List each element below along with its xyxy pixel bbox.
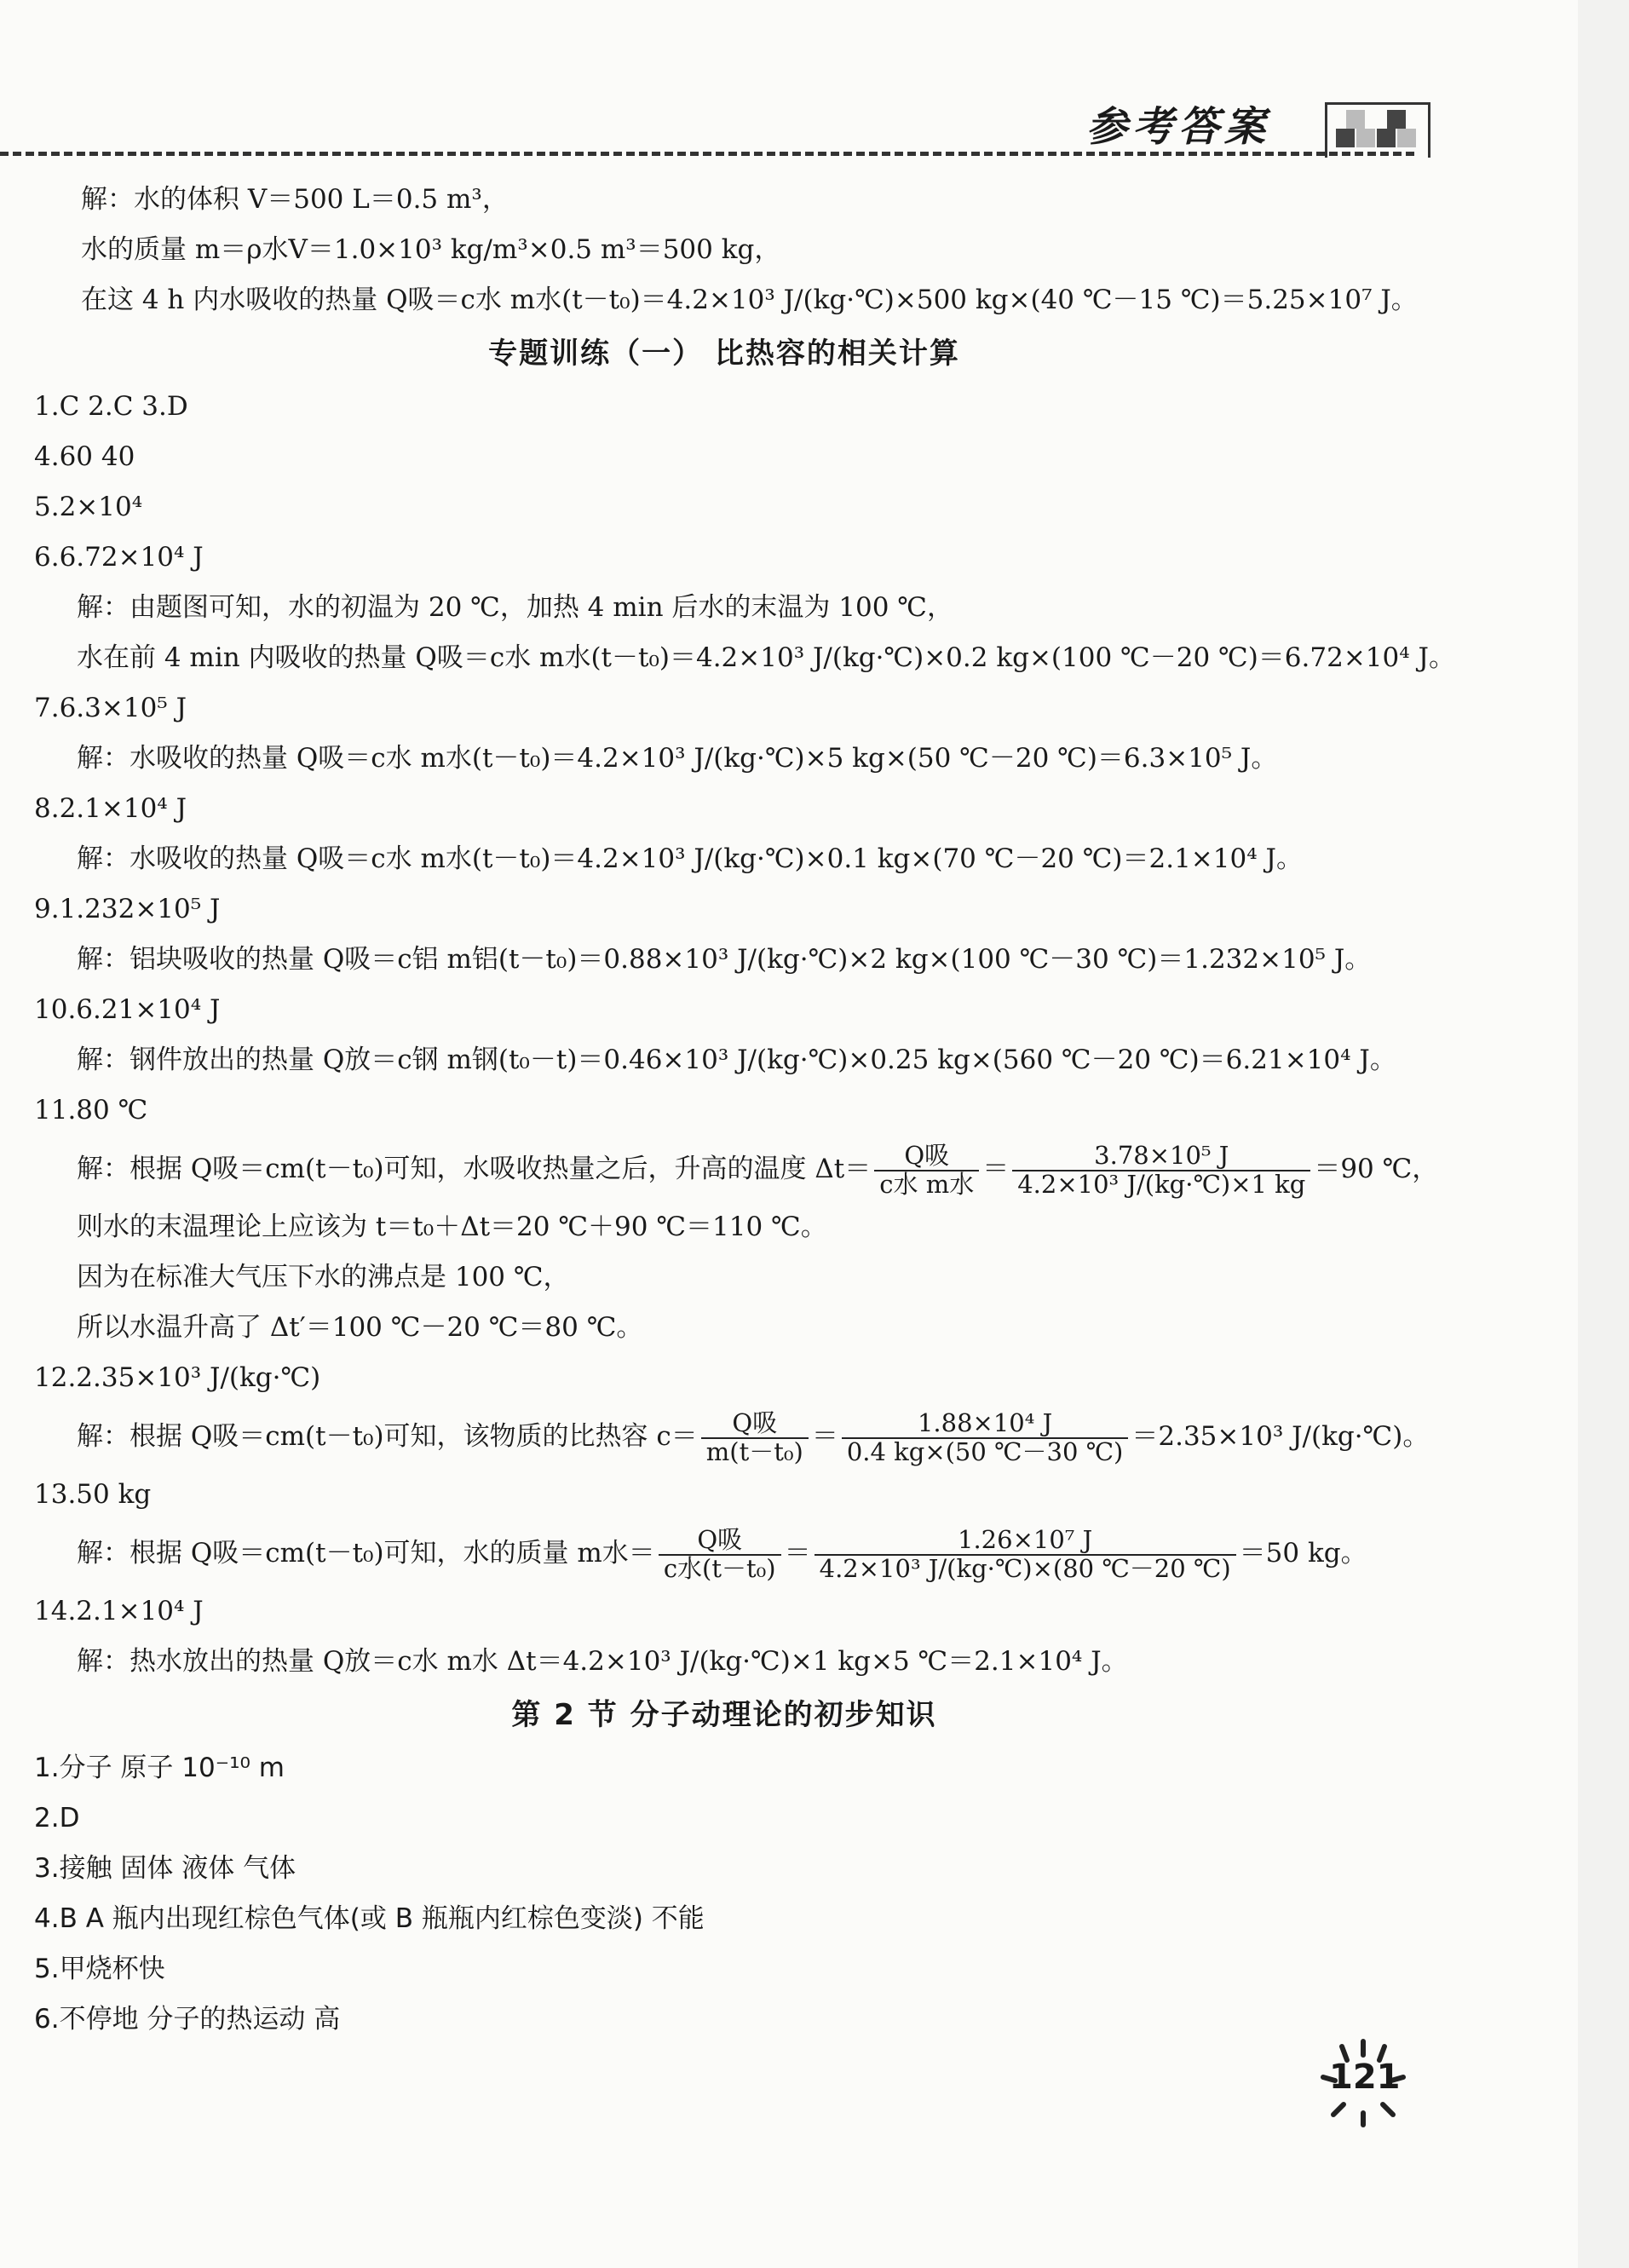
solution-line: 水在前 4 min 内吸收的热量 Q吸＝c水 m水(t－t₀)＝4.2×10³ J/(kg·℃)×0.2 kg×(100 ℃－20 ℃)＝6.72×10⁴ J。	[77, 642, 1455, 673]
solution-line: 在这 4 h 内水吸收的热量 Q吸＝c水 m水(t－t₀)＝4.2×10³ J/(kg·℃)×500 kg×(40 ℃－15 ℃)＝5.25×10⁷ J。	[81, 285, 1418, 315]
denominator: c水 m水	[879, 1169, 975, 1199]
numerator: 3.78×10⁵ J	[1012, 1143, 1310, 1171]
answer-item: 5.甲烧杯快	[34, 1954, 165, 1984]
header-decoration	[1325, 102, 1430, 158]
formula-text: ＝90 ℃，	[1314, 1154, 1439, 1184]
solution-line: 解：水的体积 V＝500 L＝0.5 m³，	[81, 184, 509, 215]
section-title: 专题训练（一） 比热容的相关计算	[488, 337, 960, 371]
section-title: 第 2 节 分子动理论的初步知识	[511, 1698, 937, 1732]
fraction	[842, 1407, 1129, 1466]
solution-line: 则水的末温理论上应该为 t＝t₀＋Δt＝20 ℃＋90 ℃＝110 ℃。	[77, 1212, 827, 1242]
denominator: m(t－t₀)	[705, 1436, 803, 1466]
answer-item: 6.不停地 分子的热运动 高	[34, 2004, 341, 2035]
solution-line: 水的质量 m＝ρ水V＝1.0×10³ kg/m³×0.5 m³＝500 kg，	[81, 234, 781, 265]
solution-line: 解：根据 Q吸＝cm(t－t₀)可知，该物质的比热容 c＝ $\frac{\text{Q吸}}{\text{m(t－t₀)}}$ ＝ $\frac{\text{1.88×10⁴ J}}{0.4 kg\times(50 ℃-30 ℃)}$ ＝2.35×10³ J/(kg·℃)。	[77, 1407, 1430, 1466]
decoration-square	[1356, 129, 1375, 147]
numerator: Q吸	[659, 1527, 781, 1556]
decoration-square	[1336, 129, 1355, 147]
answer-item: 7.6.3×10⁵ J	[34, 693, 187, 723]
decoration-square	[1387, 110, 1406, 129]
answer-item: 6.6.72×10⁴ J	[34, 542, 204, 573]
answer-item: 5.2×10⁴	[34, 492, 143, 522]
page-header	[0, 77, 1448, 162]
solution-line: 解：铝块吸收的热量 Q吸＝c铝 m铝(t－t₀)＝0.88×10³ J/(kg·℃)×2 kg×(100 ℃－30 ℃)＝1.232×10⁵ J。	[77, 944, 1372, 975]
numerator: Q吸	[701, 1410, 809, 1439]
header-title: 参考答案	[1086, 103, 1271, 151]
fraction	[814, 1524, 1236, 1583]
answer-item: 3.接触 固体 液体 气体	[34, 1853, 296, 1884]
answer-content	[34, 175, 1455, 2045]
solution-line: 解：由题图可知，水的初温为 20 ℃，加热 4 min 后水的末温为 100 ℃，	[77, 592, 953, 623]
solution-line: 所以水温升高了 Δt′＝100 ℃－20 ℃＝80 ℃。	[77, 1312, 643, 1343]
solution-line: 解：根据 Q吸＝cm(t－t₀)可知，水吸收热量之后，升高的温度 Δt＝ $\frac{\text{Q吸}}{\text{c水 m水}}$ ＝ $\frac{\text{3.78×10⁵ J}}{\text{4.2×10³ J/(kg·℃)×1 kg}}$ ＝90 ℃，	[77, 1140, 1439, 1199]
answer-item: 9.1.232×10⁵ J	[34, 894, 221, 924]
decoration-square	[1377, 129, 1396, 147]
answer-item: 2.D	[34, 1803, 80, 1833]
answer-item: 10.6.21×10⁴ J	[34, 994, 221, 1025]
numerator: Q吸	[874, 1143, 979, 1171]
answer-item: 11.80 ℃	[34, 1095, 148, 1125]
solution-line: 解：水吸收的热量 Q吸＝c水 m水(t－t₀)＝4.2×10³ J/(kg·℃)×5 kg×(50 ℃－20 ℃)＝6.3×10⁵ J。	[77, 743, 1278, 774]
page-number: 121	[1329, 2058, 1401, 2097]
answer-item: 4.B A 瓶内出现红棕色气体(或 B 瓶瓶内红棕色变淡) 不能	[34, 1903, 705, 1934]
formula-text: ＝50 kg。	[1239, 1538, 1367, 1569]
formula-text: 解：根据 Q吸＝cm(t－t₀)可知，该物质的比热容 c＝	[77, 1421, 698, 1452]
numerator: 1.26×10⁷ J	[814, 1527, 1236, 1556]
fraction	[659, 1524, 781, 1583]
answer-item: 12.2.35×10³ J/(kg·℃)	[34, 1362, 321, 1393]
answer-item: 13.50 kg	[34, 1479, 152, 1510]
denominator: 4.2×10³ J/(kg·℃)×1 kg	[1017, 1169, 1306, 1199]
answer-item: 1.C 2.C 3.D	[34, 391, 188, 422]
solution-line: 解：热水放出的热量 Q放＝c水 m水 Δt＝4.2×10³ J/(kg·℃)×1 kg×5 ℃＝2.1×10⁴ J。	[77, 1646, 1128, 1677]
solution-line: 因为在标准大气压下水的沸点是 100 ℃，	[77, 1262, 570, 1292]
answer-item: 8.2.1×10⁴ J	[34, 793, 187, 824]
fraction	[1012, 1140, 1310, 1199]
formula-text: 解：根据 Q吸＝cm(t－t₀)可知，水吸收热量之后，升高的温度 Δt＝	[77, 1154, 872, 1184]
formula-text: 解：根据 Q吸＝cm(t－t₀)可知，水的质量 m水＝	[77, 1538, 655, 1569]
solution-line: 解：根据 Q吸＝cm(t－t₀)可知，水的质量 m水＝ $\frac{\text{Q吸}}{\text{c水(t－t₀)}}$ ＝ $\frac{\text{1.26×10⁷ J}}{\text{4.2×10³ J/(kg·℃)×(80 ℃－20 ℃)}}$ ＝50 kg。	[77, 1524, 1367, 1583]
solution-line: 解：水吸收的热量 Q吸＝c水 m水(t－t₀)＝4.2×10³ J/(kg·℃)×0.1 kg×(70 ℃－20 ℃)＝2.1×10⁴ J。	[77, 843, 1303, 874]
numerator: 1.88×10⁴ J	[842, 1410, 1129, 1439]
denominator: 0.4 kg×(50 ℃－30 ℃)	[846, 1436, 1124, 1466]
answer-item: 14.2.1×10⁴ J	[34, 1596, 204, 1626]
solution-line: 解：钢件放出的热量 Q放＝c钢 m钢(t₀－t)＝0.46×10³ J/(kg·℃)×0.25 kg×(560 ℃－20 ℃)＝6.21×10⁴ J。	[77, 1045, 1396, 1075]
fraction	[874, 1140, 979, 1199]
decoration-square	[1346, 110, 1365, 129]
answer-item: 1.分子 原子 10⁻¹⁰ m	[34, 1753, 285, 1783]
fraction	[701, 1407, 809, 1466]
denominator: 4.2×10³ J/(kg·℃)×(80 ℃－20 ℃)	[819, 1553, 1231, 1583]
denominator: c水(t－t₀)	[663, 1553, 776, 1583]
decoration-square	[1397, 129, 1416, 147]
formula-text: ＝2.35×10³ J/(kg·℃)。	[1131, 1421, 1430, 1452]
answer-item: 4.60 40	[34, 441, 135, 472]
